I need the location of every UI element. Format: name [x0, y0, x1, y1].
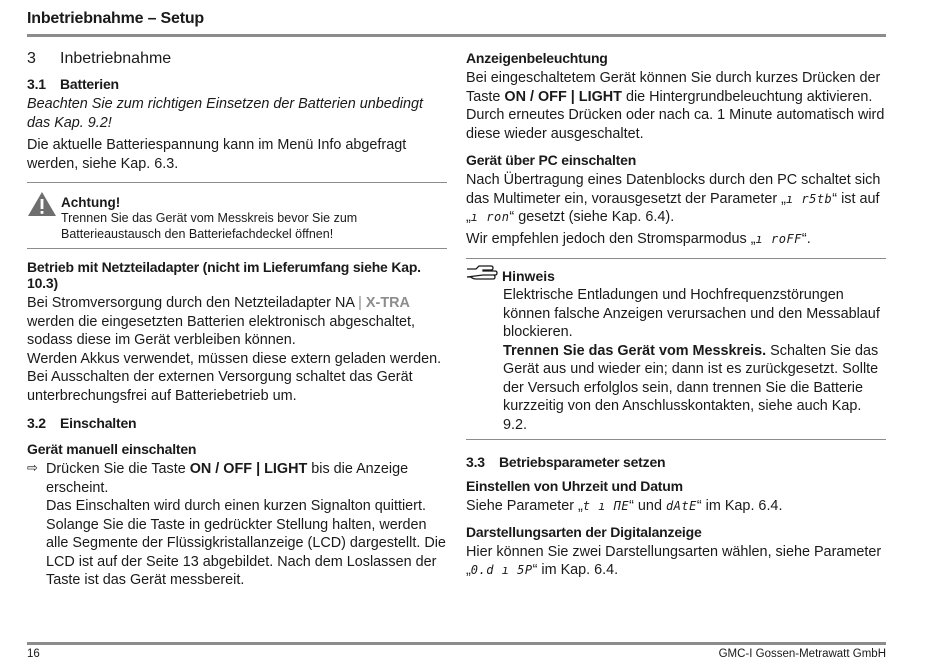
lcd-param: t ı ΠE: [582, 499, 630, 513]
backlight-heading: Anzeigenbeleuchtung: [466, 50, 608, 66]
list-item: ⇨ Drücken Sie die Taste ON / OFF | LIGHT bis die Anzeige erscheint. Das Einschalten wird durch einen kurzen Signalton quittiert. Solange Sie die Taste in gedrückter Stellung halten, werden alle Segmente der Flüssigkristallanzeige (LCD) dargestellt. Die LCD ist auf der Seite 13 abgebildet. Nach dem Loslassen der Taste ist das Gerät messbereit.: [27, 460, 446, 588]
pointing-hand-icon: [466, 265, 502, 286]
section-heading-batterien: 3.1 Batterien: [27, 76, 119, 92]
footer-rule: [27, 642, 886, 645]
note-body: Elektrische Entladungen und Hochfrequenzstörungen können falsche Anzeigen verursachen und den Messablauf blockieren. Trennen Sie das Gerät vom Messkreis. Schalten Sie das Gerät aus und wieder ein; dann ist es zurückgesetzt. Sollte der Versuch erfolglos sein, dann trennen Sie die Batterie kurzzeitig von den Anschlusskontakten, siehe auch Kap. 9.2.: [503, 287, 880, 433]
page-number: 16: [27, 648, 40, 660]
lcd-param: ı roFF: [755, 231, 802, 246]
bullet-details: Das Einschalten wird durch einen kurzen Signalton quittiert. Solange Sie die Taste in gedrückter Stellung halten, werden alle Segmente der Flüssigkristallanzeige (LCD) dargestellt. Die LCD ist auf der Seite 13 abgebildet. Nach dem Loslassen der Taste ist das Gerät messbereit.: [46, 498, 446, 588]
netzteil-heading: Betrieb mit Netzteiladapter (nicht im Lieferumfang siehe Kap. 10.3): [27, 259, 421, 291]
lcd-param: 0.d ı 5P: [470, 563, 533, 577]
battery-note: Beachten Sie zum richtigen Einsetzen der Batterien unbedingt das Kap. 9.2!: [27, 96, 423, 131]
left-column: [27, 46, 447, 590]
page-header-title: Inbetriebnahme – Setup: [27, 10, 204, 27]
header-rule: [27, 34, 886, 37]
akku-text: Werden Akkus verwendet, müssen diese extern geladen werden. Bei Ausschalten der externen Versorgung schaltet das Gerät unterbrechungsfrei auf Batteriebetrieb um.: [27, 350, 442, 404]
note-box-header: [466, 265, 886, 286]
section-heading-parameter: 3.3 Betriebsparameter setzen: [466, 454, 666, 470]
company-name: GMC-I Gossen-Metrawatt GmbH: [718, 648, 886, 660]
warning-text: Trennen Sie das Gerät vom Messkreis bevor Sie zum Batterieaustausch den Batteriefachdeckel öffnen!: [61, 211, 358, 241]
key-label: ON / OFF | LIGHT: [189, 461, 308, 477]
warning-title: Achtung!: [61, 195, 121, 210]
key-label: ON / OFF | LIGHT: [504, 88, 622, 105]
right-column: [466, 46, 886, 580]
pc-on-text: Nach Übertragung eines Datenblocks durch den PC schaltet sich das Multimeter ein, vorausgesetzt der Parameter „ı r5tb“ ist auf „ı ron“ gesetzt (siehe Kap. 6.4).: [466, 172, 881, 225]
x-tra-brand: X-TRA: [365, 295, 410, 311]
time-heading: Einstellen von Uhrzeit und Datum: [466, 478, 683, 494]
chapter-heading: 3 Inbetriebnahme: [27, 50, 172, 67]
display-heading: Darstellungsarten der Digitalanzeige: [466, 523, 702, 540]
lcd-param: dAtE: [665, 499, 697, 513]
section-heading-einschalten: 3.2 Einschalten: [27, 415, 137, 431]
lcd-param: ı ron: [470, 210, 510, 224]
arrow-right-icon: ⇨: [27, 460, 38, 475]
warning-box: [27, 189, 447, 242]
pc-recommend-text: Wir empfehlen jedoch den Stromsparmodus „ı roFF“.: [466, 230, 811, 247]
divider: [466, 439, 886, 440]
netzteil-text: Bei Stromversorgung durch den Netzteiladapter NA | X-TRA werden die eingesetzten Batterien elektronisch abgeschaltet, sodass diese im Gerät verbleiben können.: [27, 295, 415, 348]
manual-on-heading: Gerät manuell einschalten: [27, 441, 197, 457]
battery-info-text: Die aktuelle Batteriespannung kann im Menü Info abgefragt werden, siehe Kap. 6.3.: [27, 137, 407, 172]
pc-on-heading: Gerät über PC einschalten: [466, 152, 637, 168]
divider: [466, 258, 886, 259]
time-text: Siehe Parameter „t ı ΠE“ und dAtE“ im Kap. 6.4.: [466, 498, 783, 514]
backlight-text: Bei eingeschaltetem Gerät können Sie durch kurzes Drücken der Taste ON / OFF | LIGHT die Hintergrundbeleuchtung aktivieren. Durch erneutes Drücken oder nach ca. 1 Minute automatisch wird diese wieder ausgeschaltet.: [466, 70, 885, 142]
divider: [27, 248, 447, 249]
note-title: Hinweis: [502, 267, 555, 284]
display-text: Hier können Sie zwei Darstellungsarten wählen, siehe Parameter „0.d ı 5P“ im Kap. 6.4.: [466, 543, 882, 578]
warning-icon: [27, 189, 61, 242]
lcd-param: ı r5tb: [785, 191, 833, 206]
divider: [27, 182, 447, 183]
